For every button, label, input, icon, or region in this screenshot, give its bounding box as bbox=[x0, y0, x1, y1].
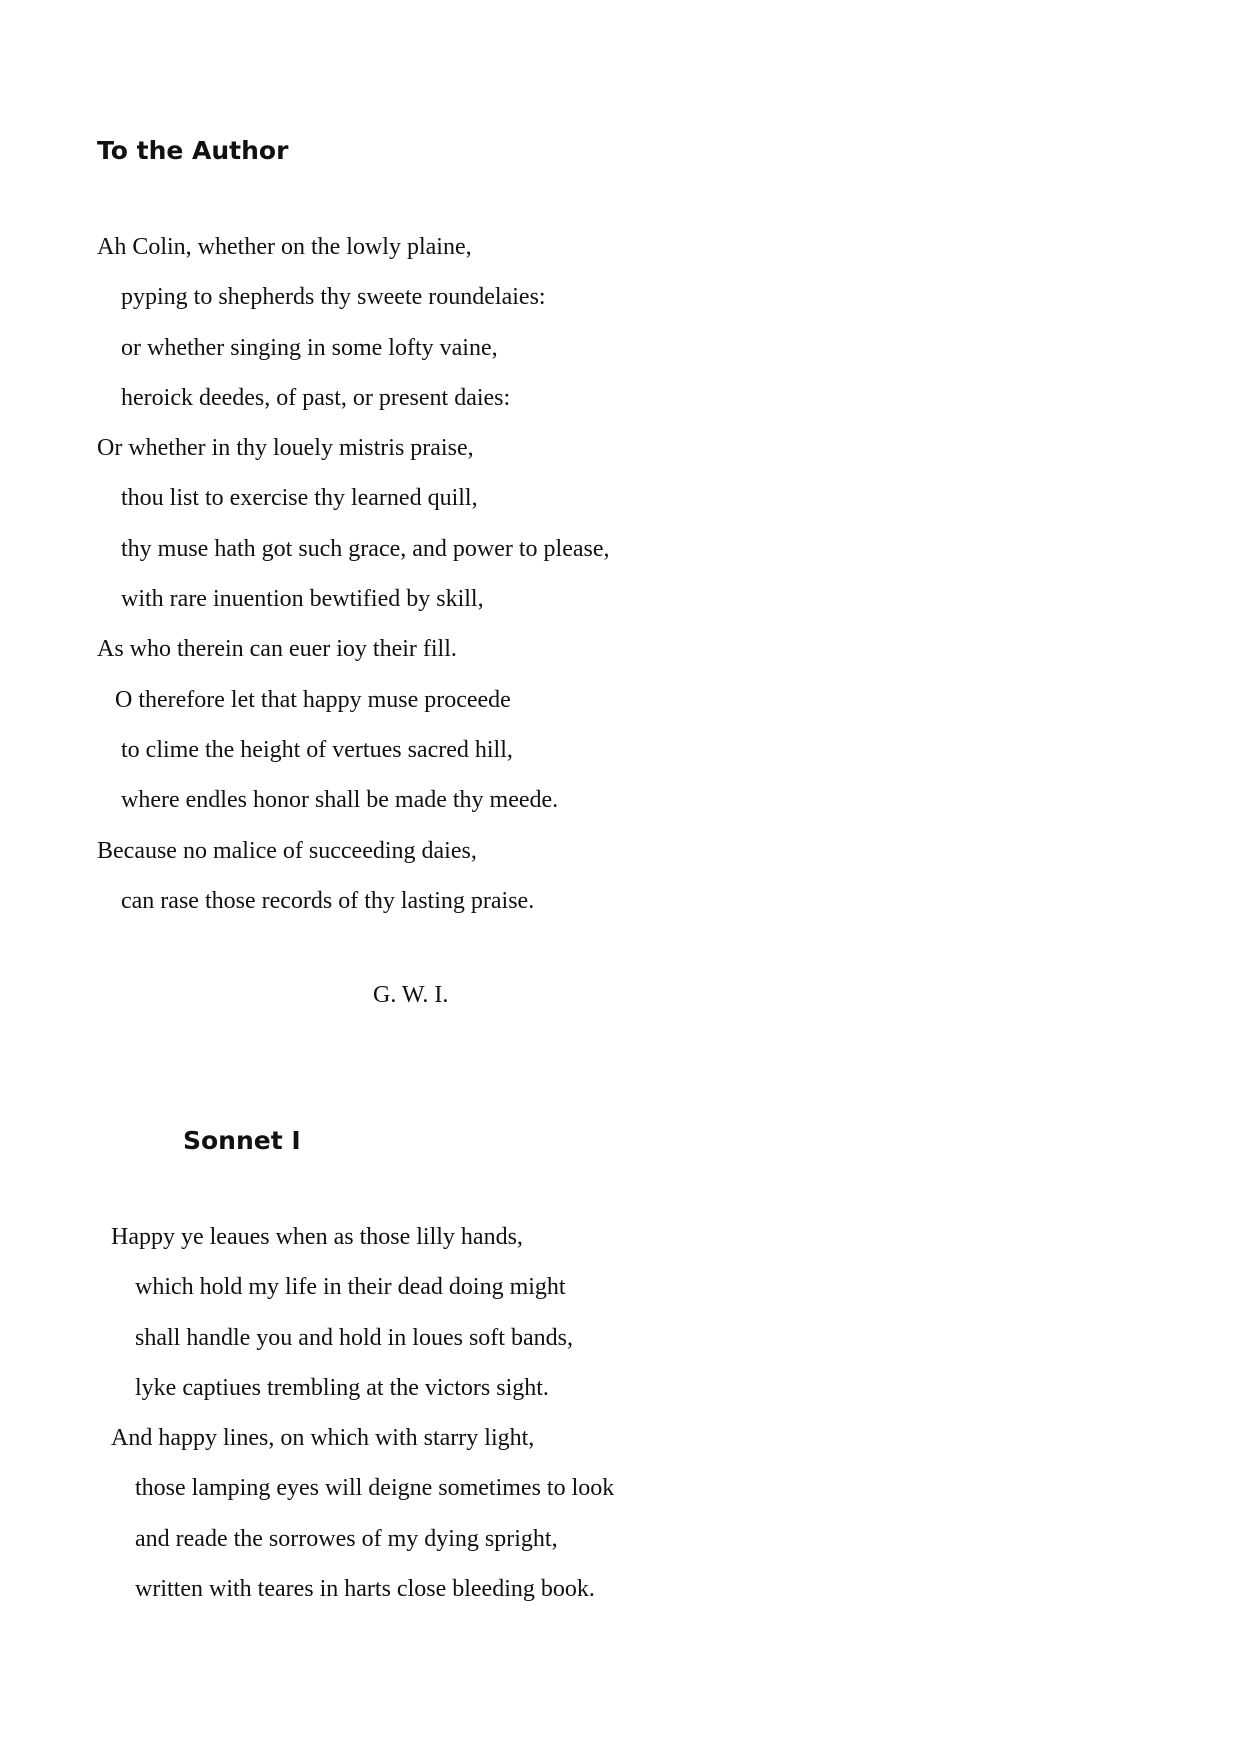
poem-line: O therefore let that happy muse proceede bbox=[115, 686, 511, 713]
poem-line: As who therein can euer ioy their fill. bbox=[97, 636, 457, 663]
poem-line: with rare inuention bewtified by skill, bbox=[121, 586, 484, 613]
poem-line: those lamping eyes will deigne sometimes to look bbox=[135, 1475, 615, 1502]
poem-line: and reade the sorrowes of my dying spright, bbox=[135, 1525, 558, 1552]
poem-line: which hold my life in their dead doing might bbox=[135, 1274, 566, 1301]
poem-line: Because no malice of succeeding daies, bbox=[97, 837, 477, 864]
poem-line: to clime the height of vertues sacred hill, bbox=[121, 736, 513, 763]
poem-line: heroick deedes, of past, or present daies: bbox=[121, 384, 511, 411]
poem-line: Happy ye leaues when as those lilly hands, bbox=[111, 1224, 523, 1250]
poem-line: pyping to shepherds thy sweete roundelaies: bbox=[121, 284, 546, 311]
signature: G. W. I. bbox=[373, 982, 449, 1008]
poem-line: thy muse hath got such grace, and power to please, bbox=[121, 535, 610, 562]
poem-line: Ah Colin, whether on the lowly plaine, bbox=[97, 234, 472, 260]
sonnet-body bbox=[111, 1212, 614, 1614]
poem-body bbox=[97, 222, 610, 926]
sonnet-title: Sonnet I bbox=[183, 1126, 301, 1155]
poem-line: shall handle you and hold in loues soft bands, bbox=[135, 1324, 573, 1351]
poem-line: where endles honor shall be made thy meede. bbox=[121, 787, 559, 814]
poem-title: To the Author bbox=[97, 136, 289, 165]
poem-line: lyke captiues trembling at the victors sight. bbox=[135, 1374, 549, 1401]
poem-line: Or whether in thy louely mistris praise, bbox=[97, 435, 474, 462]
poem-line: or whether singing in some lofty vaine, bbox=[121, 334, 498, 361]
poem-line: thou list to exercise thy learned quill, bbox=[121, 485, 478, 512]
poem-line: written with teares in harts close bleeding book. bbox=[135, 1576, 595, 1603]
poem-line: can rase those records of thy lasting praise. bbox=[121, 887, 535, 914]
poem-line: And happy lines, on which with starry light, bbox=[111, 1425, 535, 1452]
